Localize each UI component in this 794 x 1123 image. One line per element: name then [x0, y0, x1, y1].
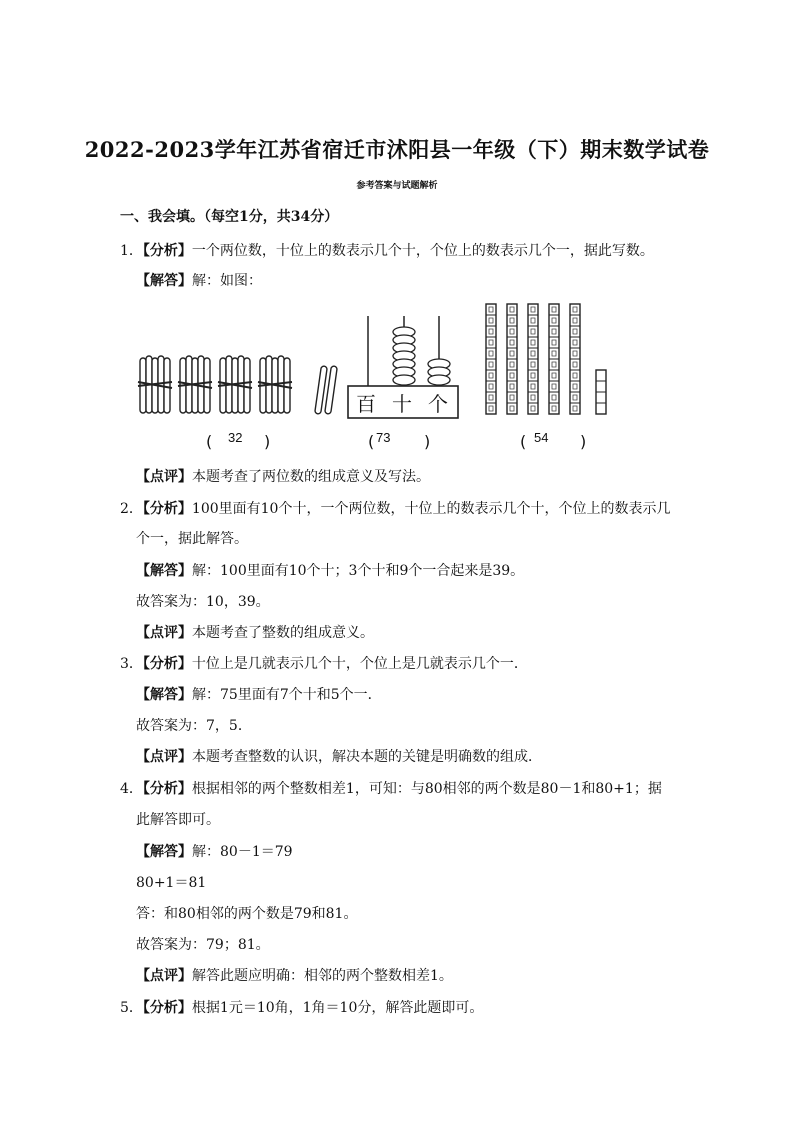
abacus-label-tens: 十: [392, 392, 412, 416]
q1-comment-tag: 【点评】: [136, 469, 192, 485]
q5-analysis-line: [120, 997, 483, 1017]
q5-analysis-tag: 【分析】: [142, 1000, 192, 1016]
q4-equation-2: 80+1＝81: [136, 875, 207, 891]
q3-answer-line: [136, 684, 382, 704]
q4-answer-line: [136, 841, 293, 861]
q4-comment-line: [136, 965, 453, 985]
q2-comment-text: 本题考查了整数的组成意义。: [192, 625, 374, 641]
page-title: 2022-2023学年江苏省宿迁市沭阳县一年级（下）期末数学试卷: [84, 137, 710, 162]
q4-answer-tag: 【解答】: [136, 844, 192, 860]
stick-bundle: [258, 356, 292, 413]
q4-analysis-line: [120, 778, 662, 798]
q3-analysis-line: [120, 653, 528, 673]
q3-number: 3．: [120, 656, 143, 672]
abacus-label-ones: 个: [428, 392, 448, 416]
q2-analysis-line-2: 个一，据此解答。: [136, 531, 248, 547]
q3-analysis-text: 十位上是几就表示几个十，个位上是几就表示几个一．: [191, 656, 528, 672]
q1-number: 1．: [120, 243, 143, 259]
q1-analysis-line: [120, 240, 654, 260]
q1-comment-line: [136, 466, 430, 486]
q1-answer-tag: 【解答】: [136, 273, 192, 289]
place-value-columns: [486, 304, 606, 414]
q3-comment-line: [136, 746, 542, 766]
q2-answer-text: 解：100里面有10个十；3个十和9个一合起来是39。: [192, 563, 525, 579]
q4-answer-text: 解：80－1＝79: [192, 844, 293, 860]
q4-result: 故答案为：79；81。: [136, 937, 270, 953]
q3-analysis-tag: 【分析】: [142, 656, 192, 672]
q2-answer-line: [136, 560, 524, 580]
q3-answer-tag: 【解答】: [136, 687, 192, 703]
q5-number: 5．: [120, 1000, 143, 1016]
page-subtitle: 参考答案与试题解析: [356, 181, 438, 191]
q4-reply: 答：和80相邻的两个数是79和81。: [136, 906, 358, 922]
answer-value-2: 73: [376, 430, 391, 445]
answer-value-3: 54: [534, 430, 549, 445]
q2-analysis-tag: 【分析】: [142, 501, 192, 517]
q2-number: 2．: [120, 501, 143, 517]
paren-right-2: ): [424, 432, 431, 451]
paren-right-3: ): [580, 432, 587, 451]
stick-bundle: [178, 356, 212, 413]
abacus-label-hundreds: 百: [356, 392, 376, 416]
q2-answer-tag: 【解答】: [136, 563, 192, 579]
q4-number: 4．: [120, 781, 143, 797]
q2-analysis-line: [120, 498, 670, 518]
answer-value-1: 32: [228, 430, 243, 445]
paren-left-2: (: [368, 432, 375, 451]
q2-comment-line: [136, 622, 374, 642]
q1-answer-line: [136, 270, 262, 290]
paren-right-1: ): [264, 432, 271, 451]
q3-comment-tag: 【点评】: [136, 749, 192, 765]
paren-left-1: (: [206, 432, 213, 451]
q4-analysis-text-1: 根据相邻的两个整数相差1，可知：与80相邻的两个数是80－1和80+1；据: [191, 781, 662, 797]
q4-analysis-line-2: 此解答即可。: [136, 812, 220, 828]
q4-comment-text: 解答此题应明确：相邻的两个整数相差1。: [192, 968, 453, 984]
q2-comment-tag: 【点评】: [136, 625, 192, 641]
stick-bundle: [218, 356, 252, 413]
q1-analysis-text: 一个两位数，十位上的数表示几个十，个位上的数表示几个一，据此写数。: [191, 243, 654, 259]
section-heading: 一、我会填。（每空1分，共34分）: [120, 209, 339, 225]
q1-analysis-tag: 【分析】: [142, 243, 192, 259]
q4-analysis-tag: 【分析】: [142, 781, 192, 797]
q2-result: 故答案为：10，39。: [136, 594, 270, 610]
q2-analysis-text-1: 100里面有10个十，一个两位数，十位上的数表示几个十，个位上的数表示几: [191, 501, 671, 517]
q1-figure: [134, 296, 614, 456]
paren-left-3: (: [520, 432, 527, 451]
q4-comment-tag: 【点评】: [136, 968, 192, 984]
q5-analysis-text: 根据1元＝10角，1角＝10分，解答此题即可。: [191, 1000, 484, 1016]
q3-comment-text: 本题考查整数的认识，解决本题的关键是明确数的组成．: [192, 749, 542, 765]
q1-comment-text: 本题考查了两位数的组成意义及写法。: [192, 469, 430, 485]
q3-answer-text: 解：75里面有7个十和5个一．: [192, 687, 382, 703]
q3-result: 故答案为：7，5．: [136, 718, 252, 734]
stick-bundle: [138, 356, 172, 413]
q1-answer-text: 解：如图：: [192, 273, 262, 289]
